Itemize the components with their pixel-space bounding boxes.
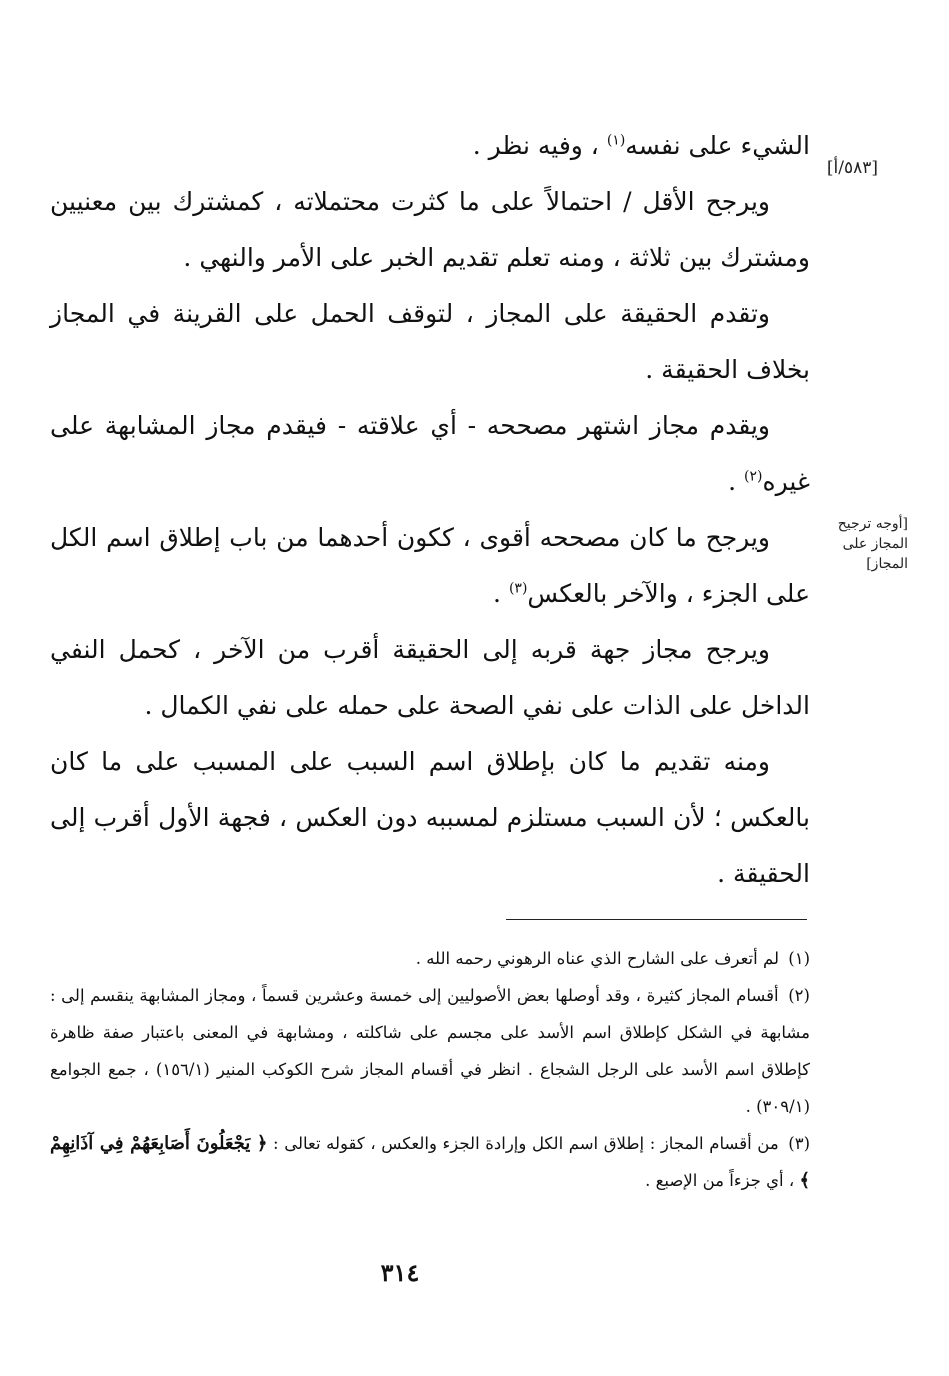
footnote-2-text: أقسام المجاز كثيرة ، وقد أوصلها بعض الأصوليين إلى خمسة وعشرين قسماً ، ومجاز المشابهة ينقسم إلى : مشابهة في الشكل كإطلاق اسم الأسد على مجسم على شاكلته ، ومشابهة في المعنى باعتبار صفة ظاهرة كإطلاق اسم الأسد على الرجل الشجاع . انظر في أقسام المجاز شرح الكوكب المنير (١٥٦/١) ، جمع الجوامع (٣٠٩/١) . — [50, 986, 810, 1116]
footnote-1-number: (١) — [788, 949, 810, 968]
footnote-2-number: (٢) — [788, 986, 810, 1005]
paragraph-4-text: ويقدم مجاز اشتهر مصححه - أي علاقته - فيقدم مجاز المشابهة على غيره — [50, 411, 810, 496]
paragraph-2: ويرجح الأقل / احتمالاً على ما كثرت محتملاته ، كمشترك بين معنيين ومشترك بين ثلاثة ، ومنه تعلم تقديم الخبر على الأمر والنهي . — [50, 187, 810, 272]
paragraph-4-tail: . — [728, 467, 745, 496]
footnote-3-number: (٣) — [788, 1134, 810, 1153]
margin-section-heading: [أوجه ترجيح المجاز على المجاز] — [837, 516, 908, 572]
margin-page-reference: [٥٨٣/أ] — [826, 158, 878, 178]
footnote-1-text: لم أتعرف على الشارح الذي عناه الرهوني رحمه الله . — [415, 949, 779, 968]
page-number: ٣١٤ — [380, 1258, 420, 1287]
paragraph-1-tail: ، وفيه نظر . — [472, 131, 607, 160]
footnote-2 — [50, 977, 810, 1125]
paragraph-7: ومنه تقديم ما كان بإطلاق اسم السبب على المسبب على ما كان بالعكس ؛ لأن السبب مستلزم لمسببه دون العكس ، فجهة الأول أقرب إلى الحقيقة . — [50, 747, 810, 888]
footnote-ref-1[interactable]: (١) — [606, 132, 626, 149]
paragraph-1-text: الشيء على نفسه — [625, 131, 810, 160]
main-text — [50, 118, 810, 902]
footnote-1 — [50, 940, 810, 977]
paragraph-4 — [50, 398, 810, 510]
footnote-divider — [506, 919, 807, 920]
footnote-3 — [50, 1125, 810, 1199]
footnote-ref-2[interactable]: (٢) — [744, 468, 763, 485]
paragraph-5-tail: . — [493, 579, 509, 608]
paragraph-5-text: ويرجح ما كان مصححه أقوى ، ككون أحدهما من باب إطلاق اسم الكل على الجزء ، والآخر بالعكس — [50, 523, 810, 608]
paragraph-1 — [50, 118, 810, 174]
paragraph-3: وتقدم الحقيقة على المجاز ، لتوقف الحمل على القرينة في المجاز بخلاف الحقيقة . — [50, 299, 810, 384]
footnote-3-text: من أقسام المجاز : إطلاق اسم الكل وإرادة الجزء والعكس ، كقوله تعالى : — [267, 1134, 779, 1153]
footnote-3-tail: ، أي جزءاً من الإصبع . — [645, 1171, 800, 1190]
paragraph-5 — [50, 510, 810, 622]
footnote-ref-3[interactable]: (٣) — [508, 580, 528, 597]
footnotes — [50, 940, 810, 1199]
paragraph-6: ويرجح مجاز جهة قربه إلى الحقيقة أقرب من الآخر ، كحمل النفي الداخل على الذات على نفي الصحة على حمله على نفي الكمال . — [50, 635, 810, 720]
quran-verse: ﴿ يَجْعَلُونَ أَصَابِعَهُمْ فِي آذَانِهِمْ ﴾ — [50, 1133, 810, 1191]
